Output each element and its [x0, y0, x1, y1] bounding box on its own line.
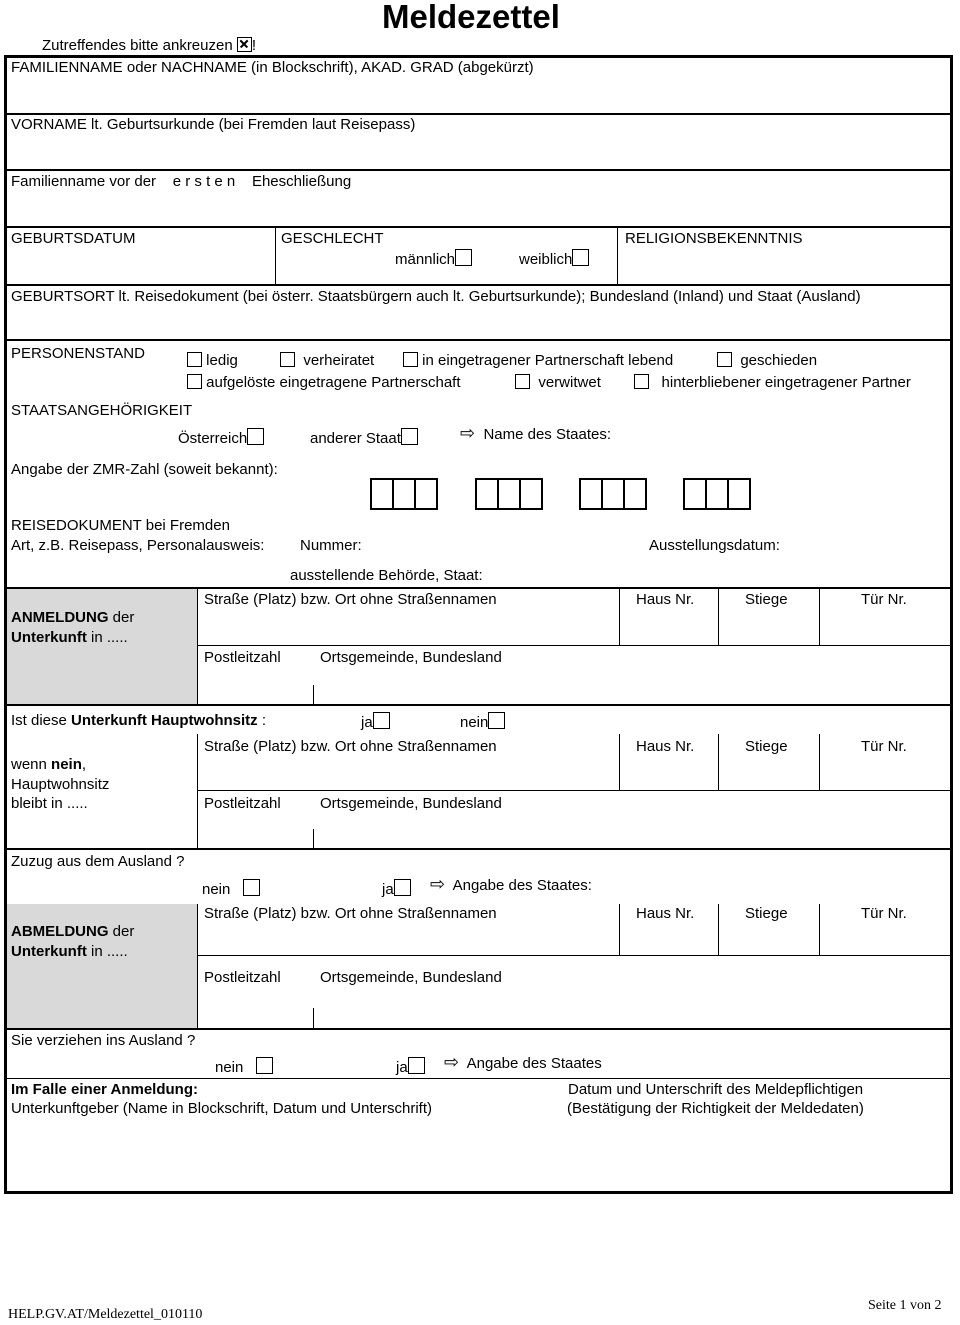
maennlich-option: männlich — [395, 249, 472, 268]
anmeldung-plz: Postleitzahl — [204, 649, 281, 666]
personenstand-label: PERSONENSTAND — [11, 345, 145, 362]
anmeldung-tuer: Tür Nr. — [861, 591, 907, 608]
hauptwohnsitz-ja-checkbox[interactable] — [373, 712, 390, 729]
vorname-label: VORNAME lt. Geburtsurkunde (bei Fremden laut Reisepass) — [11, 116, 416, 133]
nummer-label: Nummer: — [300, 537, 362, 554]
arrow-right-icon: ⇨ — [444, 1052, 460, 1073]
hint-suffix: ! — [251, 37, 257, 54]
religion-label: RELIGIONSBEKENNTNIS — [625, 230, 803, 247]
abmeldung-strasse: Straße (Platz) bzw. Ort ohne Straßennamen — [204, 905, 497, 922]
anmeldung-haus: Haus Nr. — [636, 591, 695, 608]
datum-unterschrift-label: Datum und Unterschrift des Meldepflichtigen — [568, 1081, 864, 1098]
ps-geschieden: geschieden — [717, 352, 817, 369]
ausland-ja: ja — [396, 1057, 425, 1076]
ps-aufgeloest: aufgelöste eingetragene Partnerschaft — [187, 374, 461, 391]
ps-hinterblieben: hinterbliebener eingetragener Partner — [634, 374, 911, 391]
page-title: Meldezettel — [382, 0, 560, 35]
verwitwet-checkbox[interactable] — [515, 374, 530, 389]
ausland-nein-checkbox[interactable] — [256, 1057, 273, 1074]
hauptwohnsitz-nein: nein — [460, 712, 505, 731]
zmr-boxes-1[interactable] — [370, 478, 436, 512]
ausland-ja-checkbox[interactable] — [408, 1057, 425, 1074]
zmr-boxes-2[interactable] — [475, 478, 541, 512]
hws-plz: Postleitzahl — [204, 795, 281, 812]
abmeldung-tuer: Tür Nr. — [861, 905, 907, 922]
hauptwohnsitz-nein-checkbox[interactable] — [488, 712, 505, 729]
source-url: HELP.GV.AT/Meldezettel_010110 — [8, 1307, 203, 1322]
wenn-nein-label: wenn nein, Hauptwohnsitz bleibt in ..... — [11, 756, 110, 812]
ps-verwitwet: verwitwet — [515, 374, 601, 391]
zmr-boxes-3[interactable] — [579, 478, 645, 512]
zuzug-ja-checkbox[interactable] — [394, 879, 411, 896]
zuzug-nein-checkbox[interactable] — [243, 879, 260, 896]
familienname-erste-ehe-label: Familienname vor der e r s t e n Eheschließung — [11, 173, 352, 190]
maennlich-checkbox[interactable] — [455, 249, 472, 266]
ausland-angabe: ⇨ Angabe des Staates — [444, 1052, 602, 1073]
hauptwohnsitz-ja: ja — [361, 712, 390, 731]
weiblich-option: weiblich — [519, 249, 589, 268]
behoerde-label: ausstellende Behörde, Staat: — [290, 567, 483, 584]
hint-text — [42, 37, 256, 54]
ausstellungsdatum-label: Ausstellungsdatum: — [649, 537, 780, 554]
familienname-label: FAMILIENNAME oder NACHNAME (in Blockschrift), AKAD. GRAD (abgekürzt) — [11, 59, 534, 76]
zuzug-nein: nein — [202, 879, 260, 898]
unterkunftgeber-label: Unterkunftgeber (Name in Blockschrift, Datum und Unterschrift) — [11, 1100, 432, 1117]
abmeldung-haus: Haus Nr. — [636, 905, 695, 922]
anderer-staat-option: anderer Staat — [310, 428, 418, 447]
ausland-question: Sie verziehen ins Ausland ? — [11, 1032, 196, 1049]
geschlecht-label: GESCHLECHT — [281, 230, 384, 247]
abmeldung-label: ABMELDUNG der Unterkunft in ..... — [11, 923, 135, 960]
anmeldung-head: Im Falle einer Anmeldung: — [11, 1081, 198, 1098]
anderer-staat-checkbox[interactable] — [401, 428, 418, 445]
staatsangehoerigkeit-label: STAATSANGEHÖRIGKEIT — [11, 402, 193, 419]
checked-box-icon — [237, 37, 252, 52]
ps-verheiratet: verheiratet — [280, 352, 374, 369]
zuzug-angabe: ⇨ Angabe des Staates: — [430, 874, 592, 895]
aufgeloest-checkbox[interactable] — [187, 374, 202, 389]
oesterreich-checkbox[interactable] — [247, 428, 264, 445]
geburtsort-label: GEBURTSORT lt. Reisedokument (bei österr. Staatsbürgern auch lt. Geburtsurkunde); Bundesland (Inland) und Staat (Ausland) — [11, 288, 861, 305]
reisedokument-art-label: Art, z.B. Reisepass, Personalausweis: — [11, 537, 265, 554]
hws-ortsgemeinde: Ortsgemeinde, Bundesland — [320, 795, 502, 812]
oesterreich-option: Österreich — [178, 428, 264, 447]
hint-label: Zutreffendes bitte ankreuzen — [42, 37, 233, 54]
zmr-label: Angabe der ZMR-Zahl (soweit bekannt): — [11, 461, 278, 478]
hws-haus: Haus Nr. — [636, 738, 695, 755]
arrow-right-icon: ⇨ — [460, 423, 476, 444]
geburtsdatum-label: GEBURTSDATUM — [11, 230, 136, 247]
bestaetigung-label: (Bestätigung der Richtigkeit der Meldedaten) — [567, 1100, 864, 1117]
abmeldung-ortsgemeinde: Ortsgemeinde, Bundesland — [320, 969, 502, 986]
reisedokument-label: REISEDOKUMENT bei Fremden — [11, 517, 230, 534]
weiblich-checkbox[interactable] — [572, 249, 589, 266]
hws-strasse: Straße (Platz) bzw. Ort ohne Straßennamen — [204, 738, 497, 755]
hws-tuer: Tür Nr. — [861, 738, 907, 755]
ausland-nein: nein — [215, 1057, 273, 1076]
name-des-staates: ⇨ Name des Staates: — [460, 423, 612, 444]
abmeldung-stiege: Stiege — [745, 905, 788, 922]
anmeldung-ortsgemeinde: Ortsgemeinde, Bundesland — [320, 649, 502, 666]
hinterblieben-checkbox[interactable] — [634, 374, 649, 389]
abmeldung-plz: Postleitzahl — [204, 969, 281, 986]
arrow-right-icon: ⇨ — [430, 874, 446, 895]
zuzug-question: Zuzug aus dem Ausland ? — [11, 853, 185, 870]
anmeldung-strasse: Straße (Platz) bzw. Ort ohne Straßennamen — [204, 591, 497, 608]
geschieden-checkbox[interactable] — [717, 352, 732, 367]
zmr-boxes-4[interactable] — [683, 478, 749, 512]
page-number: Seite 1 von 2 — [868, 1298, 942, 1313]
hws-stiege: Stiege — [745, 738, 788, 755]
verheiratet-checkbox[interactable] — [280, 352, 295, 367]
ps-partnerschaft: in eingetragener Partnerschaft lebend — [403, 352, 673, 369]
hauptwohnsitz-question: Ist diese Unterkunft Hauptwohnsitz : — [11, 712, 267, 729]
ledig-checkbox[interactable] — [187, 352, 202, 367]
zuzug-ja: ja — [382, 879, 411, 898]
ps-ledig: ledig — [187, 352, 238, 369]
anmeldung-stiege: Stiege — [745, 591, 788, 608]
partnerschaft-checkbox[interactable] — [403, 352, 418, 367]
anmeldung-label: ANMELDUNG der Unterkunft in ..... — [11, 609, 135, 646]
